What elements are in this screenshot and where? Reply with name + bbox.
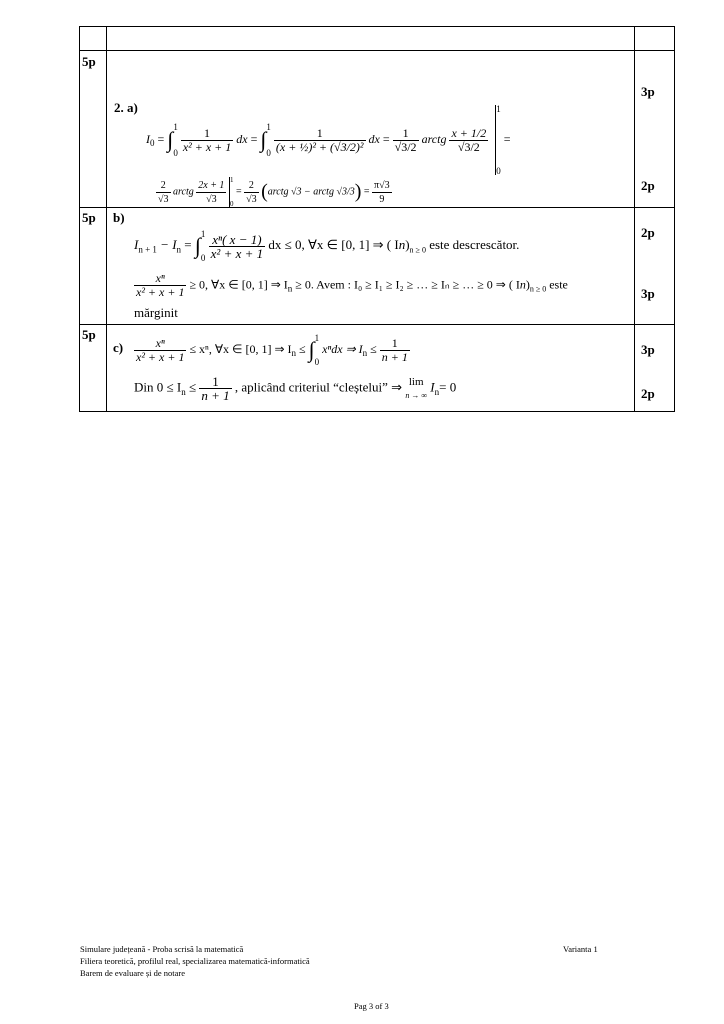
eval-bar-upper: 1 bbox=[496, 104, 501, 114]
coefficient-fraction: $\frac{1}{√3/2}$ bbox=[394, 125, 417, 154]
dx-2: dx bbox=[368, 131, 380, 146]
integral-sign: ∫ bbox=[167, 127, 174, 152]
l2-argument: $\frac{2x + 1}{√3}$ bbox=[198, 179, 225, 205]
equals-sign-2: = bbox=[250, 131, 258, 146]
integrand-fraction-1: $\frac{1}{\text{x² + x + 1}}$ bbox=[182, 125, 232, 154]
dx-1: dx bbox=[236, 131, 248, 146]
table-header-bottom bbox=[79, 50, 675, 51]
integral-lhs-sub: 0 bbox=[150, 138, 155, 149]
table-border-left bbox=[79, 26, 80, 412]
integral-lhs: I bbox=[146, 131, 150, 146]
part-c-line2: Din $0 \le I_n$ ≤ $\frac{1}{n + 1}$ , aplicând criteriul “cleștelui” ⇒ lim n → ∞ $I_n= 0$ bbox=[134, 374, 457, 403]
footer-variant: Varianta 1 bbox=[563, 944, 598, 954]
integral-upper-2: 1 bbox=[266, 122, 271, 132]
squeeze-criterion-text: , aplicând criteriul “cleștelui” ⇒ bbox=[234, 379, 403, 395]
eval-bar-lower: 0 bbox=[496, 166, 501, 176]
limit-label: lim bbox=[408, 375, 424, 388]
row-b-points: 5p bbox=[82, 210, 96, 225]
arctg-2: arctg bbox=[173, 186, 194, 198]
integral-sign-2: ∫ bbox=[260, 127, 267, 152]
row-a-points: 5p bbox=[82, 54, 96, 69]
part-c-bound: $\frac{1}{n + 1}$ bbox=[381, 335, 408, 364]
footer-line-2: Filiera teoretică, profilul real, specializarea matematică-informatică bbox=[80, 956, 310, 966]
row-c-points: 5p bbox=[82, 327, 96, 342]
table-border-top bbox=[79, 26, 675, 27]
footer-line-1: Simulare județeană - Proba scrisă la matematică bbox=[80, 944, 244, 954]
part-b-integrand: $\frac{\text{xⁿ( x − 1)}}{\text{x² + x + 1}}$ bbox=[210, 231, 264, 261]
part-c-bound-2: $\frac{1}{n + 1}$ bbox=[201, 374, 230, 403]
equals-sign: = bbox=[157, 131, 165, 146]
equals-sign-3: = bbox=[382, 131, 390, 146]
part-a-label: 2. a) bbox=[114, 100, 138, 115]
footer-page-number: Pag 3 of 3 bbox=[354, 1001, 389, 1011]
equals-sign-4: = bbox=[503, 131, 511, 146]
footer-line-3: Barem de evaluare și de notare bbox=[80, 968, 186, 978]
table-border-right bbox=[674, 26, 675, 412]
arctg-argument: $\frac{x + 1/2}{√3/2}$ bbox=[451, 125, 487, 154]
integral-sign-b: ∫ bbox=[194, 233, 201, 258]
integral-lower-2: 0 bbox=[266, 148, 271, 158]
part-b-label: b) bbox=[113, 210, 125, 225]
part-c-line1-score: 3p bbox=[641, 342, 655, 357]
l2-parenthesis: ( bbox=[261, 180, 268, 203]
l2-coef-1: $\frac{2}{√3}$ bbox=[158, 179, 169, 205]
table-row-divider-2 bbox=[79, 324, 675, 325]
table-col-divider-2 bbox=[634, 26, 635, 412]
part-b-bounded-text: mărginit bbox=[134, 305, 178, 320]
part-a-line2: $\frac{2}{√3}$ arctg $\frac{2x + 1}{√3}$ 1 0 = $\frac{2}{√3}$ (arctg √3 − arctg √3/3) = $\frac{\pi√3}{9}$ bbox=[158, 176, 390, 208]
part-b-line1-score: 2p bbox=[641, 225, 655, 240]
integral-upper: 1 bbox=[173, 122, 178, 132]
part-a-line1-score: 3p bbox=[641, 84, 655, 99]
table-border-bottom bbox=[79, 411, 675, 412]
l2-result: $\frac{\pi√3}{9}$ bbox=[374, 179, 390, 205]
part-a-line2-score: 2p bbox=[641, 178, 655, 193]
table-col-divider-1 bbox=[106, 26, 107, 412]
part-b-line2: $\frac{\text{xⁿ}}{\text{x² + x + 1}}$ ≥ 0, ∀x ∈ [0, 1] ⇒ $I_n \ge 0$. Avem : I₀ ≥ I₁ ≥ I₂ ≥ … ≥ Iₙ ≥ … ≥ 0 ⇒ ( $In)_{n \ge 0}$ este bbox=[136, 271, 568, 299]
part-c-label: c) bbox=[113, 340, 124, 355]
l2-paren-content: arctg √3 − arctg √3/3 bbox=[267, 186, 355, 198]
part-b-line1: $I_{n + 1} - I_n$ = ∫ 1 0 $\frac{\text{xⁿ( x − 1)}}{\text{x² + x + 1}}$ dx ≤ 0, ∀x ∈ [0, 1] ⇒ ( $In)_{n \ge 0}$ este descrescător. bbox=[134, 229, 520, 263]
part-b-decreasing-text: este descrescător. bbox=[429, 236, 520, 252]
part-b-fraction: $\frac{\text{xⁿ}}{\text{x² + x + 1}}$ bbox=[136, 271, 185, 299]
integrand-fraction-2: $\frac{1}{\text{(x + ½)² + (√3/2)²}}$ bbox=[275, 125, 364, 154]
arctg-1: arctg bbox=[421, 131, 447, 146]
part-c-line2-score: 2p bbox=[641, 386, 655, 401]
part-b-line2-score: 3p bbox=[641, 286, 655, 301]
integral-sign-c: ∫ bbox=[308, 337, 315, 362]
integral-lower: 0 bbox=[173, 148, 178, 158]
part-c-line1: $\frac{\text{xⁿ}}{\text{x² + x + 1}}$ ≤ xⁿ, ∀x ∈ [0, 1] ⇒ $I_n$ ≤ ∫ 1 0 xⁿdx ⇒ $I_n$ ≤ $\frac{1}{n + 1}$ bbox=[136, 333, 408, 367]
l2-coef-2: $\frac{2}{√3}$ bbox=[246, 179, 257, 205]
part-c-fraction: $\frac{\text{xⁿ}}{\text{x² + x + 1}}$ bbox=[136, 335, 185, 364]
